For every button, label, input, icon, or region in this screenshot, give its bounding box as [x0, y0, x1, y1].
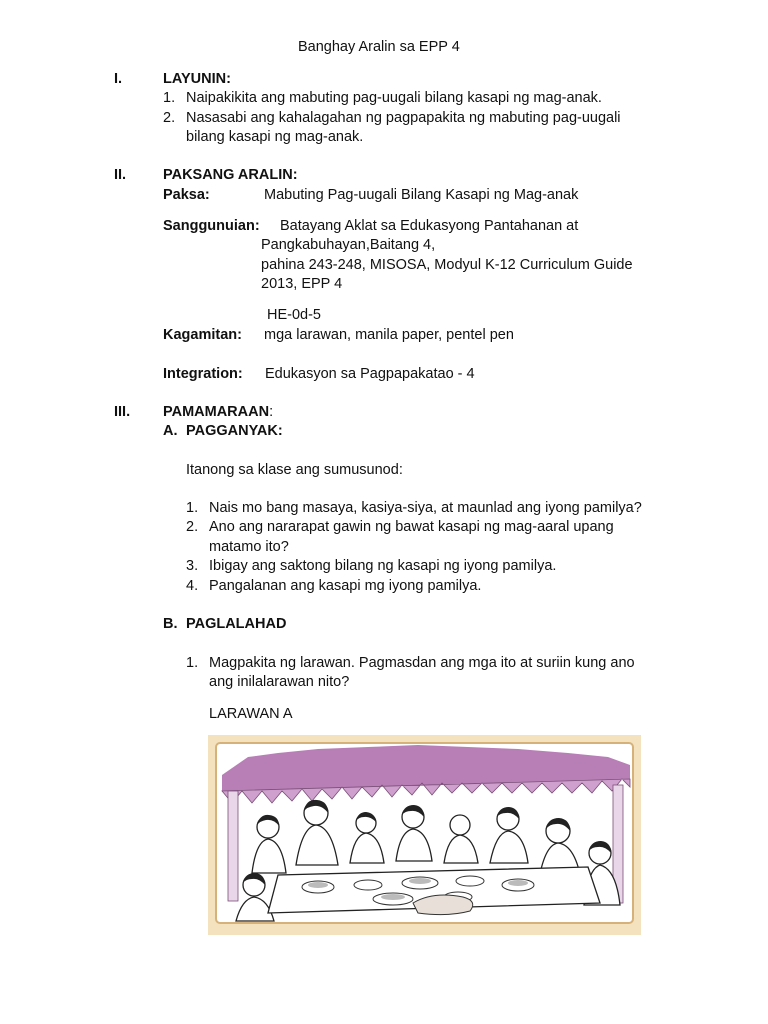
- question-3-number: 3.: [186, 558, 199, 574]
- question-2-text-cont: matamo ito?: [209, 539, 289, 555]
- question-3-text: Ibigay ang saktong bilang ng kasapi ng iyong pamilya.: [209, 558, 557, 574]
- section-2-heading: PAKSANG ARALIN:: [163, 167, 298, 183]
- kagamitan-label: Kagamitan:: [163, 327, 242, 343]
- section-1-number: I.: [114, 71, 123, 87]
- objective-2-number: 2.: [163, 110, 176, 126]
- sanggunian-line-2: Pangkabuhayan,Baitang 4,: [261, 237, 436, 253]
- section-3-heading: PAMAMARAAN: [163, 404, 270, 420]
- pagganyak-intro: Itanong sa klase ang sumusunod:: [186, 462, 403, 478]
- question-2-number: 2.: [186, 519, 199, 535]
- paglalahad-1-number: 1.: [186, 655, 199, 671]
- objective-2-text: Nasasabi ang kahalagahan ng pagpapakita ng mabuting pag-uugali: [186, 110, 621, 126]
- objective-1-number: 1.: [163, 90, 176, 106]
- paksa-value: Mabuting Pag-uugali Bilang Kasapi ng Mag-anak: [264, 187, 579, 203]
- kagamitan-value: mga larawan, manila paper, pentel pen: [264, 327, 514, 343]
- integration-value: Edukasyon sa Pagpapakatao - 4: [265, 366, 475, 382]
- section-3-colon: :: [269, 404, 274, 420]
- subsection-a-label: A.: [163, 423, 178, 439]
- sanggunian-line-3: pahina 243-248, MISOSA, Modyul K-12 Curriculum Guide: [261, 257, 633, 273]
- question-4-number: 4.: [186, 578, 199, 594]
- sanggunian-label: Sanggunuian:: [163, 218, 260, 234]
- sanggunian-line-4: 2013, EPP 4: [261, 276, 343, 292]
- section-1-heading: LAYUNIN:: [163, 71, 231, 87]
- document-title: Banghay Aralin sa EPP 4: [298, 39, 460, 55]
- subsection-a-heading: PAGGANYAK:: [186, 423, 283, 439]
- objective-1-text: Naipakikita ang mabuting pag-uugali bilang kasapi ng mag-anak.: [186, 90, 602, 106]
- paksa-label: Paksa:: [163, 187, 210, 203]
- paglalahad-1-text: Magpakita ng larawan. Pagmasdan ang mga ito at suriin kung ano: [209, 655, 635, 671]
- objective-2-text-cont: bilang kasapi ng mag-anak.: [186, 129, 364, 145]
- competency-code: HE-0d-5: [267, 307, 321, 323]
- question-2-text: Ano ang nararapat gawin ng bawat kasapi ng mag-aaral upang: [209, 519, 614, 535]
- section-3-number: III.: [114, 404, 131, 420]
- question-1-number: 1.: [186, 500, 199, 516]
- question-4-text: Pangalanan ang kasapi mg iyong pamilya.: [209, 578, 482, 594]
- picture-label: LARAWAN A: [209, 706, 293, 722]
- question-1-text: Nais mo bang masaya, kasiya-siya, at maunlad ang iyong pamilya?: [209, 500, 642, 516]
- integration-label: Integration:: [163, 366, 243, 382]
- subsection-b-label: B.: [163, 616, 178, 632]
- section-2-number: II.: [114, 167, 127, 183]
- section-3-heading-line: [163, 403, 273, 421]
- subsection-b-heading: PAGLALAHAD: [186, 616, 287, 632]
- family-meal-illustration: [208, 735, 641, 935]
- sanggunian-line-1: Batayang Aklat sa Edukasyong Pantahanan at: [280, 218, 579, 234]
- paglalahad-1-text-cont: ang inilalarawan nito?: [209, 674, 350, 690]
